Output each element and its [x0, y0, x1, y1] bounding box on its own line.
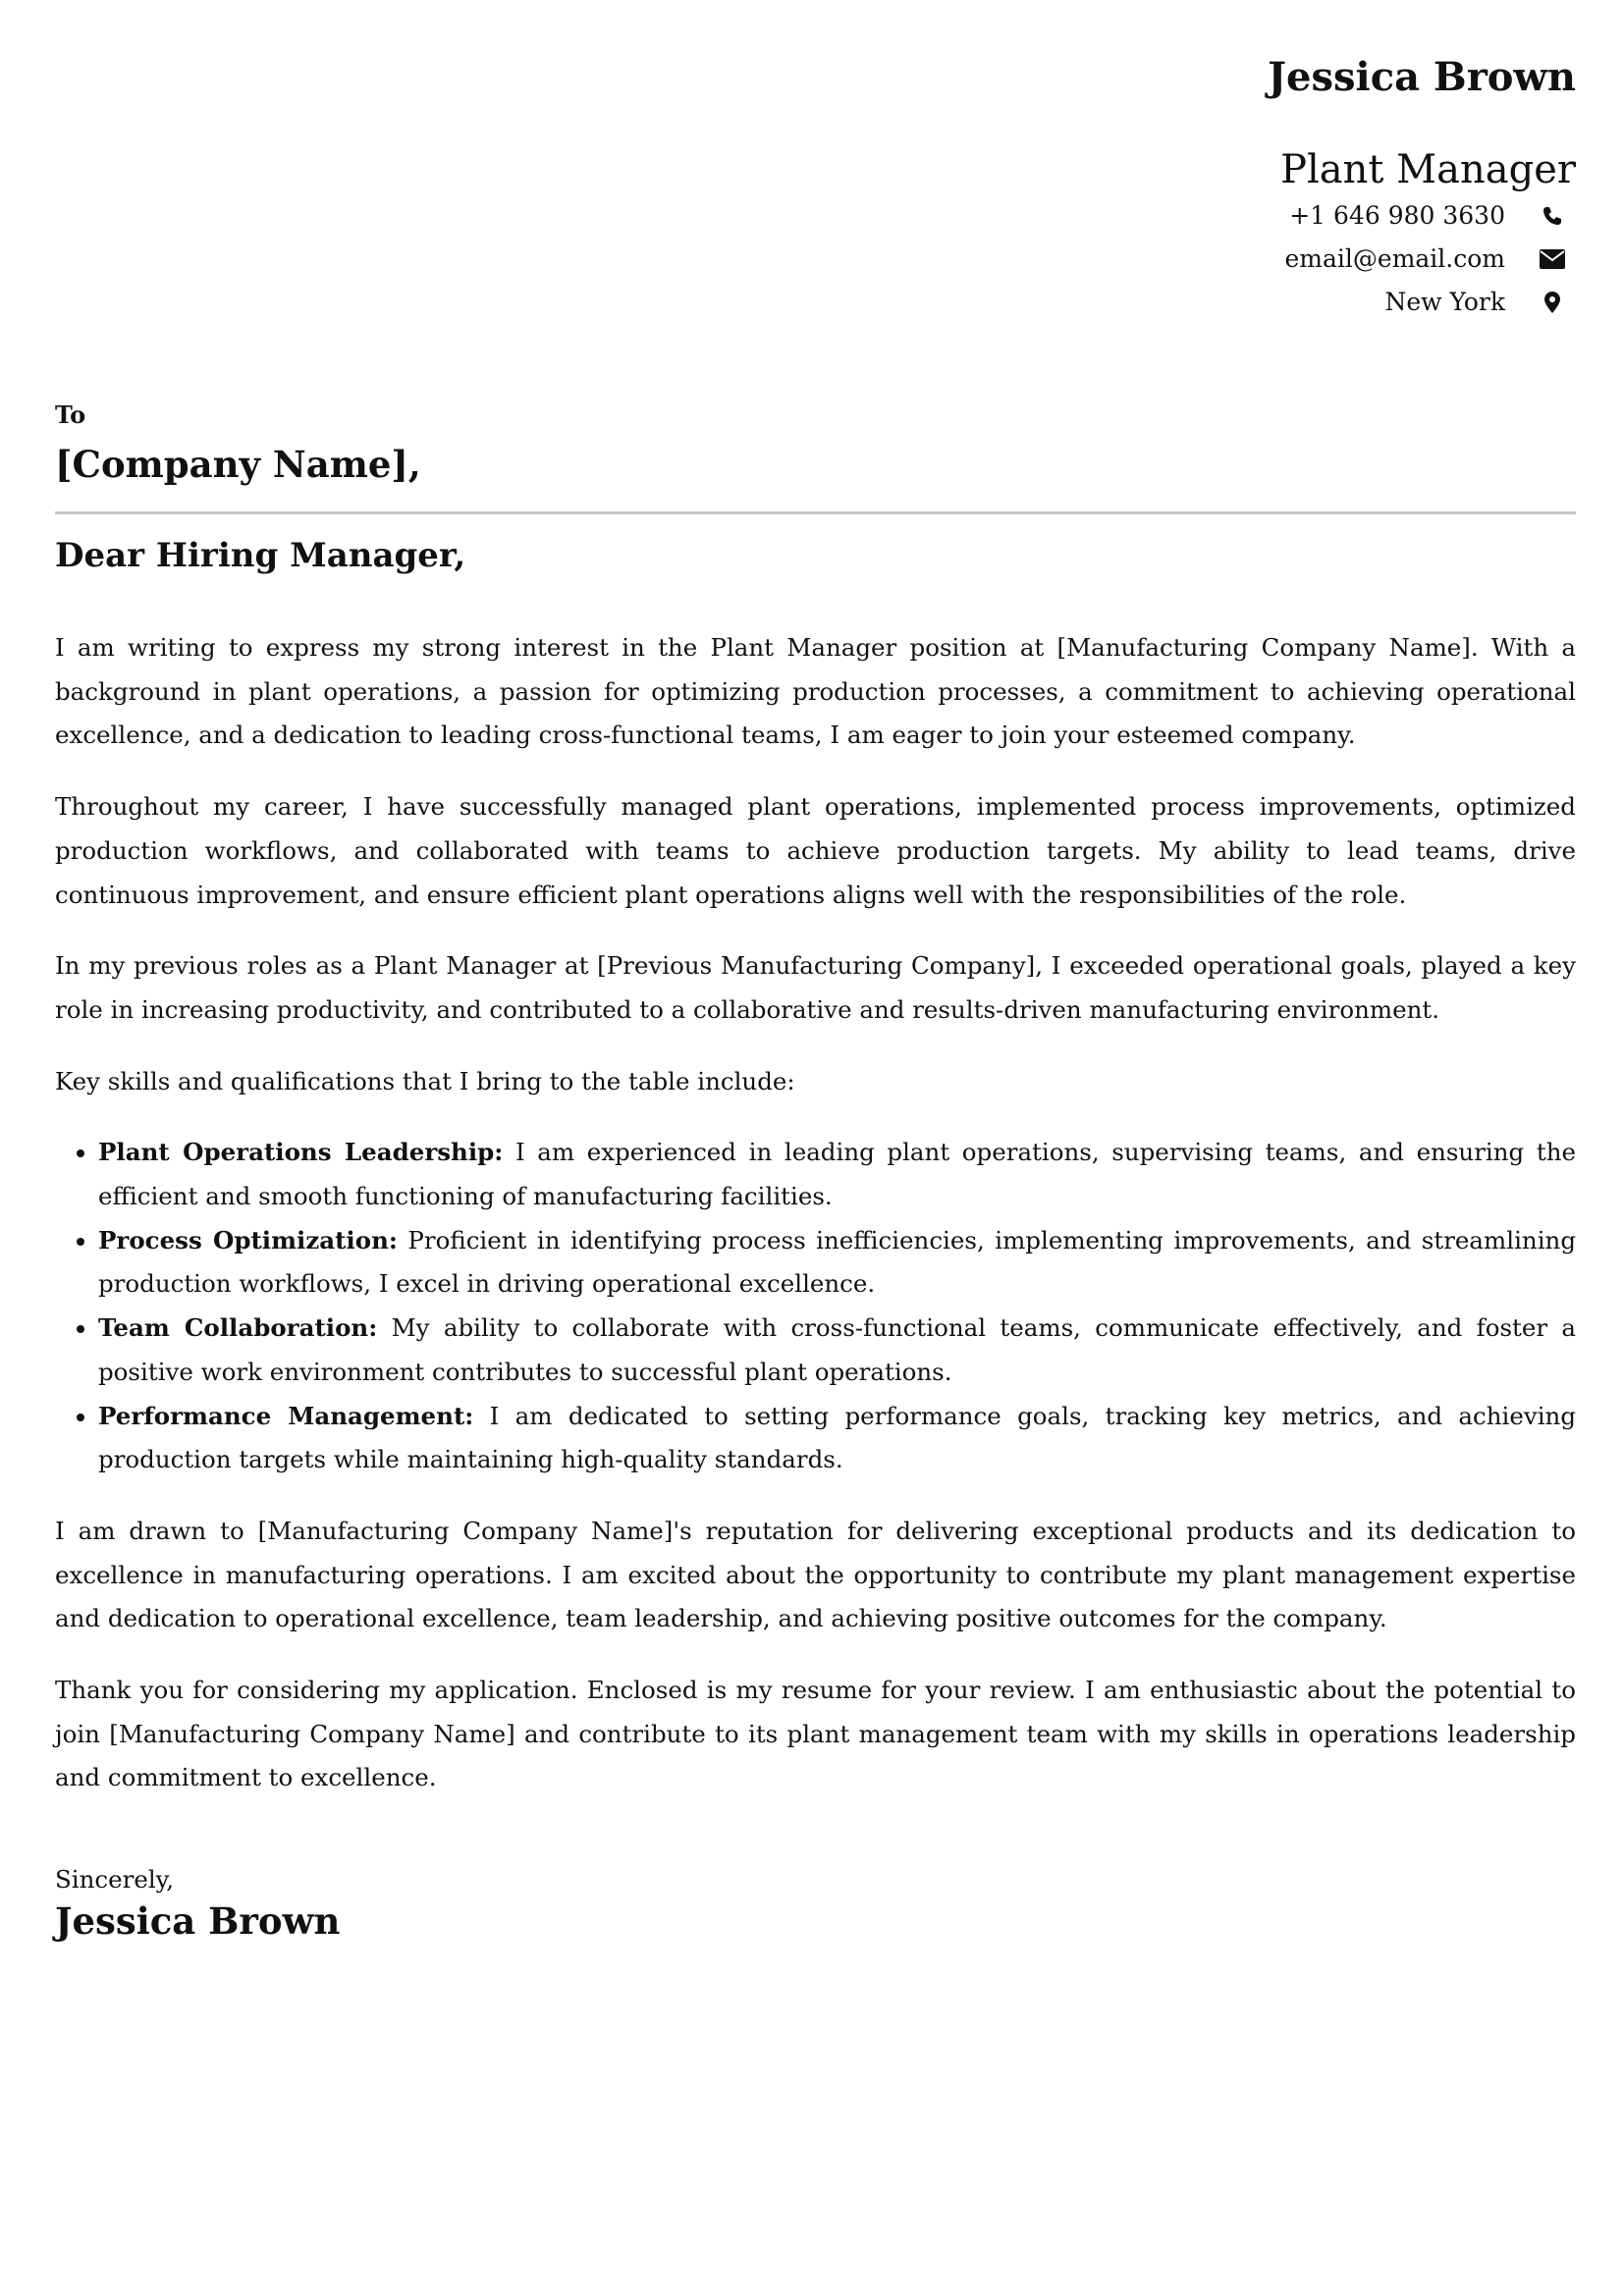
cover-letter — [55, 0, 1576, 1943]
envelope-icon — [1529, 249, 1576, 269]
phone-text: +1 646 980 3630 — [1289, 201, 1505, 230]
skill-text: I am dedicated to setting performance goals, tracking key metrics, and achieving production targets while maintaining high-quality standards. — [98, 1401, 1577, 1474]
signature-name: Jessica Brown — [55, 1899, 341, 1944]
skill-title: Performance Management: — [98, 1401, 474, 1430]
skill-text: Proficient in identifying process inefficiencies, implementing improvements, and streamlining production workflows, I excel in driving operational excellence. — [98, 1225, 1576, 1299]
contact-phone — [55, 194, 1576, 238]
map-pin-icon — [1529, 292, 1576, 313]
skill-title: Plant Operations Leadership: — [98, 1138, 504, 1167]
closing-salutation: Sincerely, — [55, 1865, 175, 1895]
email-text: email@email.com — [1284, 244, 1505, 273]
skills-list — [55, 1131, 1576, 1482]
closing-paragraph: I am drawn to [Manufacturing Company Name]'s reputation for delivering exceptional products and its dedication to excellence in manufacturing operations. I am excited about the opportunity to contribute my plant management expertise and dedication to operational excellence, team leadership, and achieving positive outcomes for the company. — [55, 1516, 1576, 1633]
closing-paragraph: Thank you for considering my application. Enclosed is my resume for your review. I am enthusiastic about the potential to join [Manufacturing Company Name] and contribute to its plant management team with my skills in operations leadership and commitment to excellence. — [55, 1676, 1576, 1792]
body-paragraph: I am writing to express my strong interest in the Plant Manager position at [Manufacturing Company Name]. With a background in plant operations, a passion for optimizing production processes, a commitment to achieving operational excellence, and a dedication to leading cross-functional teams, I am eager to join your esteemed company. — [55, 633, 1576, 750]
greeting: Dear Hiring Manager, — [55, 536, 466, 575]
to-label: To — [55, 400, 86, 429]
job-title: Plant Manager — [1280, 147, 1576, 192]
skill-text: My ability to collaborate with cross-functional teams, communicate effectively, and foster a positive work environment contributes to successful plant operations. — [98, 1313, 1576, 1386]
skill-item — [98, 1131, 1576, 1218]
company-name: [Company Name], — [55, 443, 421, 486]
skill-item — [98, 1395, 1576, 1482]
skill-item — [98, 1307, 1576, 1394]
body-paragraph: In my previous roles as a Plant Manager at [Previous Manufacturing Company], I exceeded operational goals, played a key role in increasing productivity, and contributed to a collaborative and results-driven manufacturing environment. — [55, 951, 1576, 1024]
skill-text: I am experienced in leading plant operations, supervising teams, and ensuring the efficient and smooth functioning of manufacturing facilities. — [98, 1138, 1576, 1211]
applicant-name: Jessica Brown — [1268, 54, 1576, 100]
skill-item — [98, 1219, 1576, 1307]
divider — [55, 511, 1576, 514]
contact-location — [55, 281, 1576, 324]
skill-title: Team Collaboration: — [98, 1313, 378, 1343]
location-text: New York — [1384, 288, 1505, 316]
header — [55, 53, 1576, 324]
phone-icon — [1529, 205, 1576, 227]
body-paragraph: Throughout my career, I have successfully managed plant operations, implemented process improvements, optimized production workflows, and collaborated with teams to achieve production targets. My ability to lead teams, drive continuous improvement, and ensure efficient plant operations aligns well with the responsibilities of the role. — [55, 792, 1576, 909]
body-paragraph: Key skills and qualifications that I bring to the table include: — [55, 1066, 795, 1095]
skill-title: Process Optimization: — [98, 1225, 398, 1255]
contact-email — [55, 238, 1576, 281]
